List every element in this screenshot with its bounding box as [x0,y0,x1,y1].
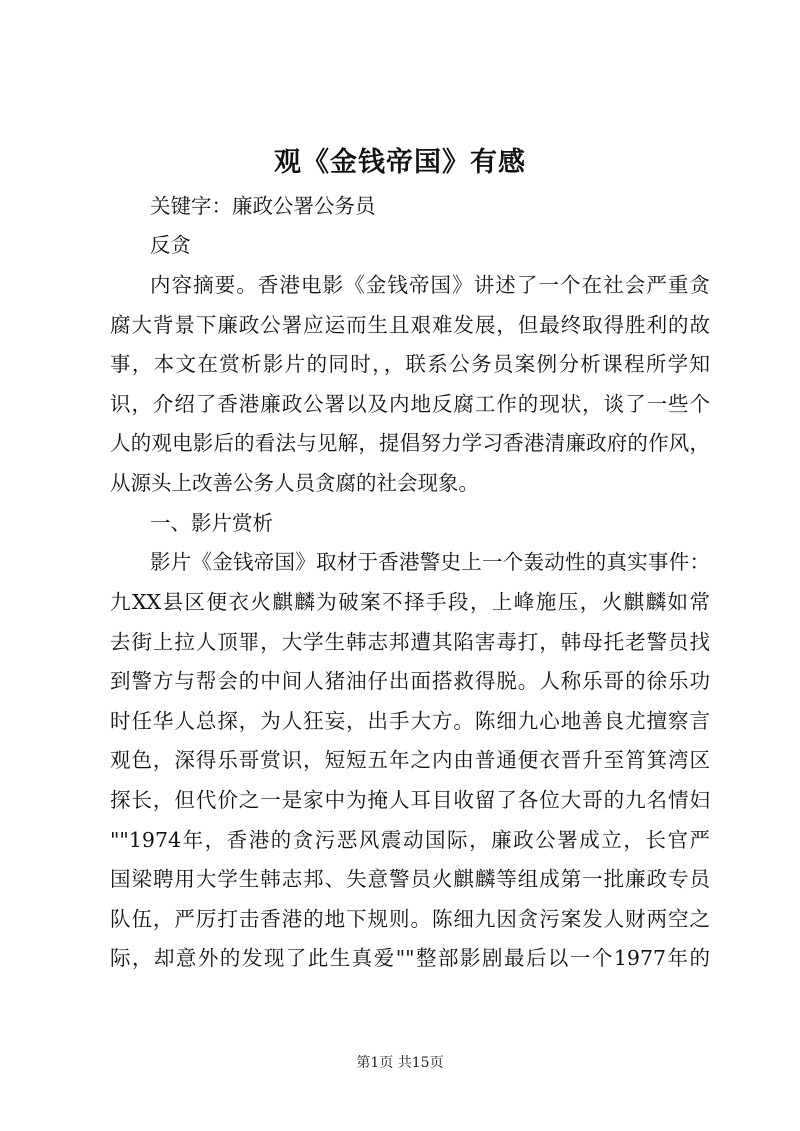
body-line: 探长，但代价之一是家中为掩人耳目收留了各位大哥的九名情妇 [110,788,710,812]
body-line: 时任华人总探，为人狂妄，出手大方。陈细九心地善良尤擅察言 [110,709,710,733]
abstract-line: 识，介绍了香港廉政公署以及内地反腐工作的现状，谈了一些个 [110,392,710,416]
abstract-line: 内容摘要。香港电影《金钱帝国》讲述了一个在社会严重贪 [150,273,710,297]
body-line: 际，却意外的发现了此生真爱""整部影剧最后以一个1977年的 [110,946,710,970]
body-line: 国梁聘用大学生韩志邦、失意警员火麒麟等组成第一批廉政专员 [110,867,710,891]
abstract-line: 人的观电影后的看法与见解，提倡努力学习香港清廉政府的作风， [110,431,710,455]
page-number: 第1页 共15页 [356,1055,444,1071]
body-line: ""1974年，香港的贪污恶风震动国际，廉政公署成立，长官严 [110,828,710,852]
body-line: 到警方与帮会的中间人猪油仔出面搭救得脱。人称乐哥的徐乐功 [110,669,710,693]
abstract-line: 事，本文在赏析影片的同时，，联系公务员案例分析课程所学知 [110,352,710,376]
abstract-line: 腐大背景下廉政公署应运而生且艰难发展，但最终取得胜利的故 [110,313,710,337]
body-line: 队伍，严厉打击香港的地下规则。陈细九因贪污案发人财两空之 [110,907,710,931]
body-line: 去街上拉人顶罪，大学生韩志邦遭其陷害毒打，韩母托老警员找 [110,630,710,654]
keywords-continuation: 反贪 [150,233,191,257]
body-line: 九XX县区便衣火麒麟为破案不择手段，上峰施压，火麒麟如常 [110,590,710,614]
keywords-line: 关键字：廉政公署公务员 [150,194,376,218]
section-heading: 一、影片赏析 [150,511,273,535]
body-line: 观色，深得乐哥赏识，短短五年之内由普通便衣晋升至筲箕湾区 [110,748,710,772]
body-line: 影片《金钱帝国》取材于香港警史上一个轰动性的真实事件： [150,550,710,574]
abstract-line: 从源头上改善公务人员贪腐的社会现象。 [110,471,479,495]
document-title: 观《金钱帝国》有感 [274,147,526,178]
